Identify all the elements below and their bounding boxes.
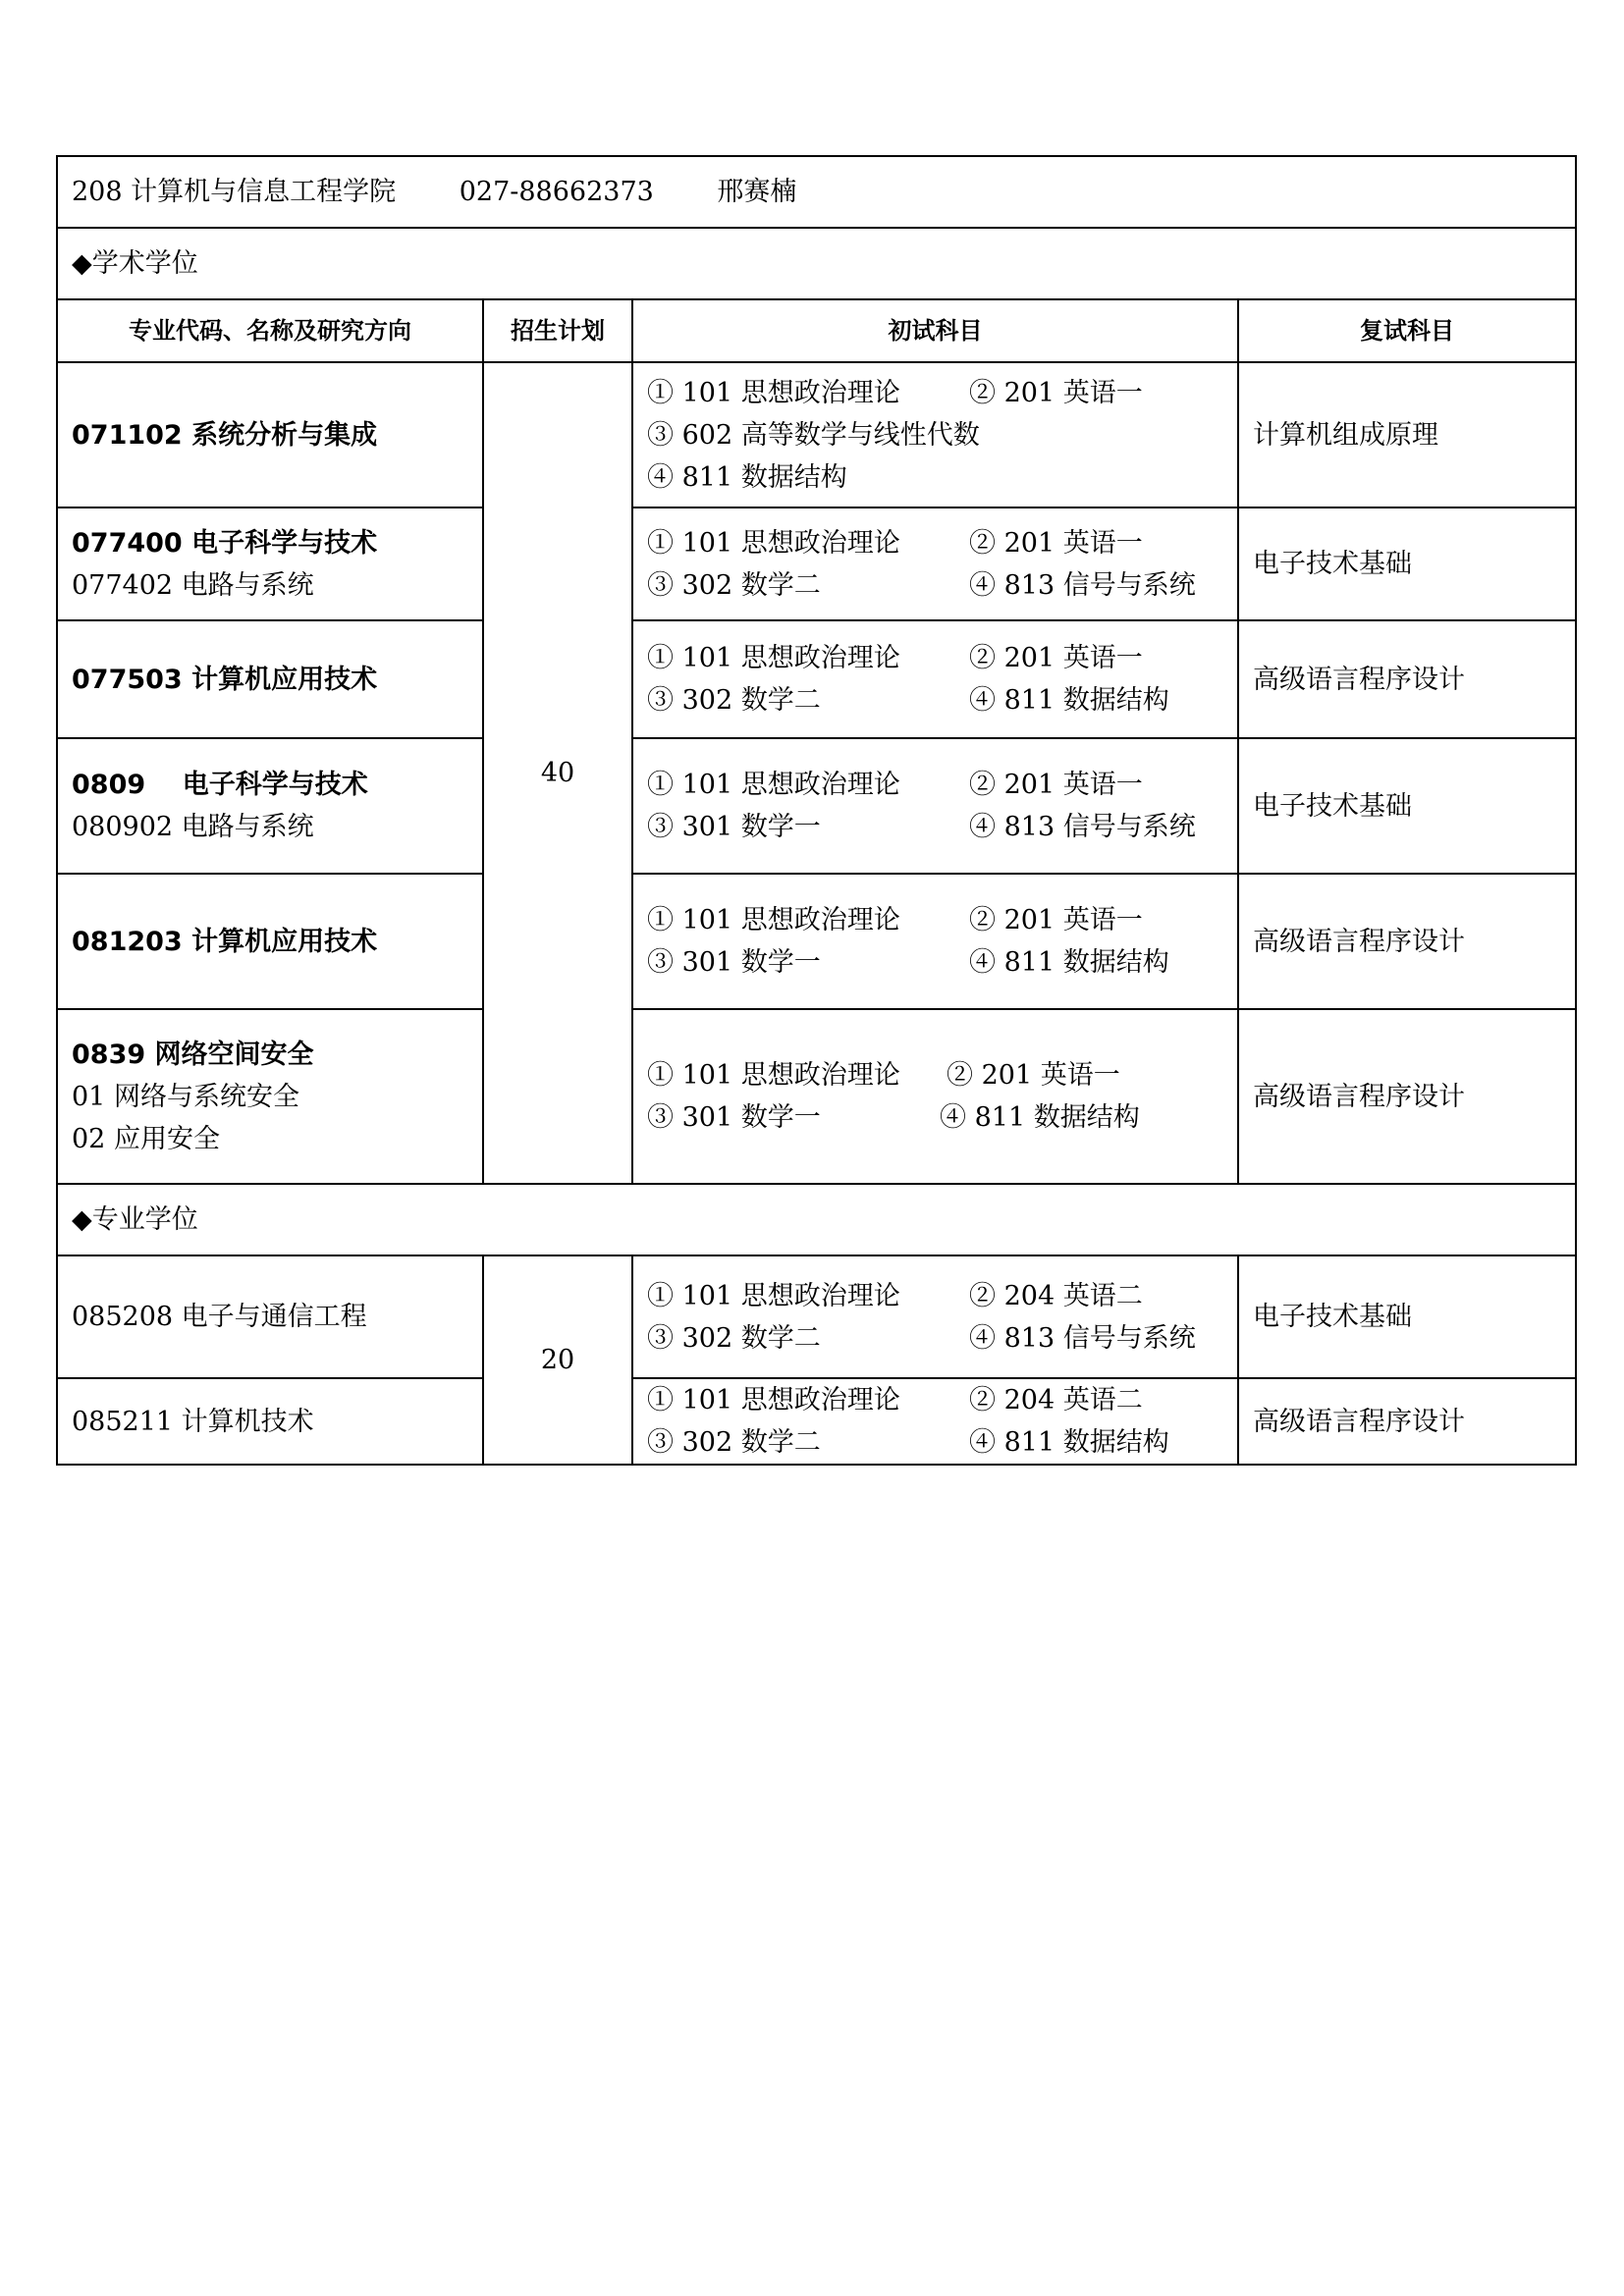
table-row — [57, 1009, 1576, 1184]
exam-subject: ① 101 思想政治理论 — [647, 905, 900, 935]
table-row — [57, 362, 1576, 507]
exam-subject: ① 101 思想政治理论 — [647, 377, 900, 408]
exam-subject: ④ 811 数据结构 — [969, 685, 1169, 716]
exam-subject: ② 204 英语二 — [969, 1280, 1143, 1311]
exam-subject: ① 101 思想政治理论 — [647, 1060, 900, 1091]
retest-cell: 计算机组成原理 — [1238, 362, 1576, 507]
exam-subject: ② 201 英语一 — [969, 770, 1143, 800]
exam-subject: ③ 301 数学一 — [647, 812, 821, 842]
col-header-retest: 复试科目 — [1238, 299, 1576, 362]
major-cell — [57, 1378, 483, 1465]
section-academic-label: ◆学术学位 — [57, 228, 1576, 299]
admission-table-sheet — [56, 155, 1575, 1466]
exam-subject: ③ 301 数学一 — [647, 1102, 821, 1133]
exam-subject: ③ 302 数学二 — [647, 1427, 821, 1458]
major-title: 085211 计算机技术 — [72, 1406, 314, 1437]
exam-cell — [632, 1378, 1238, 1465]
major-title: 077503 计算机应用技术 — [72, 664, 378, 695]
exam-subject: ④ 813 信号与系统 — [969, 1322, 1196, 1354]
major-title: 071102 系统分析与集成 — [72, 419, 378, 451]
exam-subject: ③ 302 数学二 — [647, 569, 821, 601]
table-row — [57, 1378, 1576, 1465]
section-professional-row — [57, 1184, 1576, 1255]
exam-subject: ① 101 思想政治理论 — [647, 527, 900, 559]
retest-cell: 高级语言程序设计 — [1238, 1009, 1576, 1184]
school-name: 208 计算机与信息工程学院 — [72, 177, 397, 207]
major-direction: 077402 电路与系统 — [72, 569, 314, 601]
major-title: 081203 计算机应用技术 — [72, 926, 378, 957]
exam-subject: ② 201 英语一 — [969, 377, 1143, 408]
col-header-major: 专业代码、名称及研究方向 — [57, 299, 483, 362]
exam-cell — [632, 1009, 1238, 1184]
retest-cell: 电子技术基础 — [1238, 1255, 1576, 1378]
retest-cell: 电子技术基础 — [1238, 738, 1576, 874]
table-row — [57, 874, 1576, 1009]
exam-subject: ② 201 英语一 — [947, 1060, 1120, 1091]
major-direction: 01 网络与系统安全 — [72, 1081, 299, 1112]
school-phone: 027-88662373 — [459, 177, 654, 207]
exam-subject: ④ 811 数据结构 — [969, 947, 1169, 978]
retest-cell: 高级语言程序设计 — [1238, 1378, 1576, 1465]
major-title: 085208 电子与通信工程 — [72, 1302, 367, 1332]
academic-plan-cell: 40 — [483, 362, 632, 1184]
exam-subject: ④ 811 数据结构 — [969, 1427, 1169, 1458]
exam-cell — [632, 1255, 1238, 1378]
table-row — [57, 507, 1576, 620]
section-academic-row — [57, 228, 1576, 299]
table-header-row — [57, 299, 1576, 362]
exam-cell — [632, 874, 1238, 1009]
exam-subject: ④ 813 信号与系统 — [969, 569, 1196, 601]
section-professional-label: ◆专业学位 — [57, 1184, 1576, 1255]
table-row — [57, 738, 1576, 874]
exam-subject: ③ 302 数学二 — [647, 1322, 821, 1354]
exam-subject: ② 201 英语一 — [969, 905, 1143, 935]
school-contact: 邢赛楠 — [717, 177, 797, 207]
exam-subject: ③ 302 数学二 — [647, 685, 821, 716]
major-cell — [57, 507, 483, 620]
retest-cell: 高级语言程序设计 — [1238, 874, 1576, 1009]
exam-cell — [632, 507, 1238, 620]
table-row — [57, 1255, 1576, 1378]
exam-subject: ① 101 思想政治理论 — [647, 1385, 900, 1415]
exam-subject: ④ 811 数据结构 — [940, 1102, 1140, 1133]
school-info-row — [57, 156, 1576, 228]
major-title: 0839 网络空间安全 — [72, 1039, 314, 1070]
major-cell — [57, 738, 483, 874]
exam-subject: ① 101 思想政治理论 — [647, 643, 900, 673]
col-header-plan: 招生计划 — [483, 299, 632, 362]
exam-subject: ② 201 英语一 — [969, 527, 1143, 559]
col-header-exam: 初试科目 — [632, 299, 1238, 362]
retest-cell: 高级语言程序设计 — [1238, 620, 1576, 738]
major-direction: 02 应用安全 — [72, 1123, 220, 1154]
exam-subject: ① 101 思想政治理论 — [647, 1280, 900, 1311]
school-info-cell — [57, 156, 1576, 228]
exam-subject: ① 101 思想政治理论 — [647, 770, 900, 800]
major-title: 0809 电子科学与技术 — [72, 770, 368, 800]
major-direction: 080902 电路与系统 — [72, 812, 314, 842]
table-row — [57, 620, 1576, 738]
major-cell — [57, 1255, 483, 1378]
exam-subject: ④ 811 数据结构 — [647, 461, 847, 493]
major-title: 077400 电子科学与技术 — [72, 527, 378, 559]
exam-subject: ③ 602 高等数学与线性代数 — [647, 419, 980, 451]
exam-subject: ④ 813 信号与系统 — [969, 812, 1196, 842]
retest-cell: 电子技术基础 — [1238, 507, 1576, 620]
exam-subject: ③ 301 数学一 — [647, 947, 821, 978]
exam-cell — [632, 620, 1238, 738]
exam-cell — [632, 738, 1238, 874]
professional-plan-cell: 20 — [483, 1255, 632, 1465]
major-cell — [57, 620, 483, 738]
admission-table — [56, 155, 1577, 1466]
exam-cell — [632, 362, 1238, 507]
major-cell — [57, 874, 483, 1009]
exam-subject: ② 201 英语一 — [969, 643, 1143, 673]
exam-subject: ② 204 英语二 — [969, 1385, 1143, 1415]
major-cell — [57, 1009, 483, 1184]
major-cell — [57, 362, 483, 507]
